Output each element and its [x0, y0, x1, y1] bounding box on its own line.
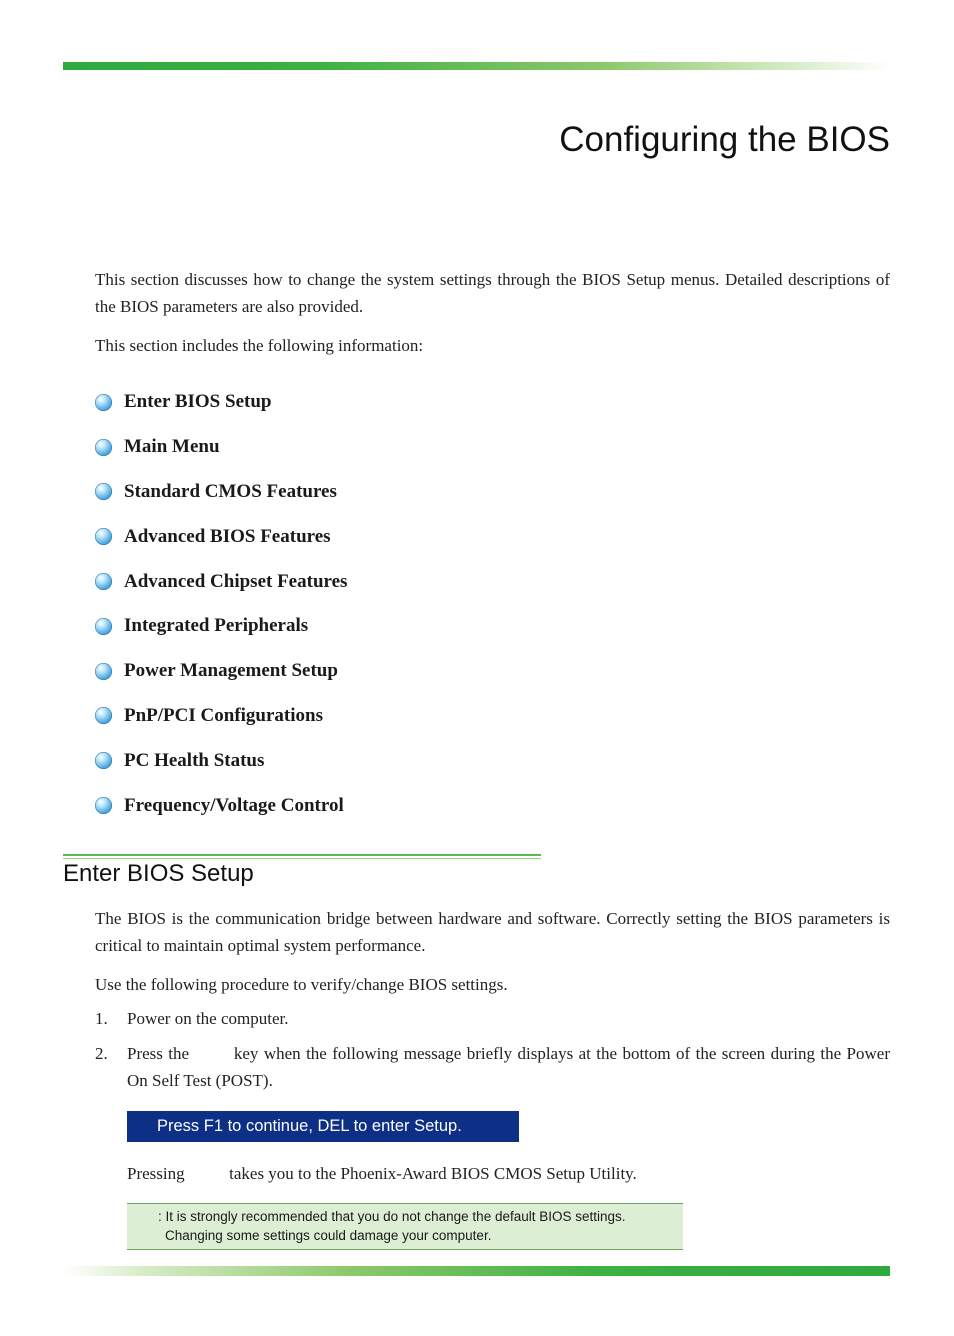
topic-label: Frequency/Voltage Control	[124, 794, 344, 816]
page-title: Configuring the BIOS	[559, 120, 890, 159]
topic-item[interactable]	[95, 604, 347, 649]
step-number: 1.	[95, 1009, 108, 1028]
topic-item[interactable]	[95, 694, 347, 739]
footer-decorative-bar	[63, 1266, 890, 1276]
pressing-text-before: Pressing	[127, 1164, 185, 1183]
topic-item[interactable]	[95, 783, 347, 828]
header-decorative-bar	[63, 62, 890, 70]
topic-label: PC Health Status	[124, 749, 265, 771]
pressing-note	[127, 1160, 637, 1187]
warning-text-line2: Changing some settings could damage your computer.	[165, 1228, 492, 1243]
topic-label: Standard CMOS Features	[124, 480, 337, 502]
bullet-orb-icon	[95, 663, 112, 680]
warning-note	[127, 1203, 683, 1250]
pressing-text-after: takes you to the Phoenix-Award BIOS CMOS Setup Utility.	[229, 1164, 637, 1183]
procedure-step	[95, 1005, 890, 1032]
section-divider	[63, 854, 541, 859]
section-heading: Enter BIOS Setup	[63, 860, 254, 887]
topic-label: Integrated Peripherals	[124, 615, 309, 637]
procedure-steps	[95, 1005, 890, 1102]
section-paragraph: The BIOS is the communication bridge between hardware and software. Correctly setting the BIOS parameters is critical to maintain optimal system performance.	[95, 909, 890, 955]
post-message-box: Press F1 to continue, DEL to enter Setup.	[127, 1111, 519, 1142]
step-text: Power on the computer.	[127, 1009, 289, 1028]
bullet-orb-icon	[95, 797, 112, 814]
topic-item[interactable]	[95, 380, 347, 425]
topic-item[interactable]	[95, 559, 347, 604]
intro-list-lead: This section includes the following information:	[95, 336, 424, 355]
bullet-orb-icon	[95, 707, 112, 724]
procedure-step	[95, 1040, 890, 1094]
topic-label: Advanced BIOS Features	[124, 525, 331, 547]
topic-label: Main Menu	[124, 436, 220, 458]
topic-label: Enter BIOS Setup	[124, 391, 272, 413]
bullet-orb-icon	[95, 439, 112, 456]
bullet-orb-icon	[95, 394, 112, 411]
topic-label: Advanced Chipset Features	[124, 570, 348, 592]
warning-text-line1: : It is strongly recommended that you do not change the default BIOS settings.	[158, 1209, 626, 1224]
step-text-before-key: Press the	[127, 1044, 190, 1063]
topic-item[interactable]	[95, 738, 347, 783]
bullet-orb-icon	[95, 752, 112, 769]
topic-item[interactable]	[95, 514, 347, 559]
topic-item[interactable]	[95, 425, 347, 470]
bullet-orb-icon	[95, 618, 112, 635]
bullet-orb-icon	[95, 528, 112, 545]
topic-label: PnP/PCI Configurations	[124, 704, 323, 726]
topic-list	[95, 380, 347, 828]
bullet-orb-icon	[95, 483, 112, 500]
topic-item[interactable]	[95, 470, 347, 515]
topic-item[interactable]	[95, 649, 347, 694]
step-text-after-key: key when the following message briefly displays at the bottom of the screen during the Power On Self Test (POST).	[127, 1044, 890, 1090]
step-number: 2.	[95, 1044, 108, 1063]
procedure-lead: Use the following procedure to verify/change BIOS settings.	[95, 975, 508, 994]
intro-paragraph: This section discusses how to change the system settings through the BIOS Setup menus. Detailed descriptions of the BIOS parameters are also provided.	[95, 270, 890, 316]
bullet-orb-icon	[95, 573, 112, 590]
topic-label: Power Management Setup	[124, 660, 338, 682]
